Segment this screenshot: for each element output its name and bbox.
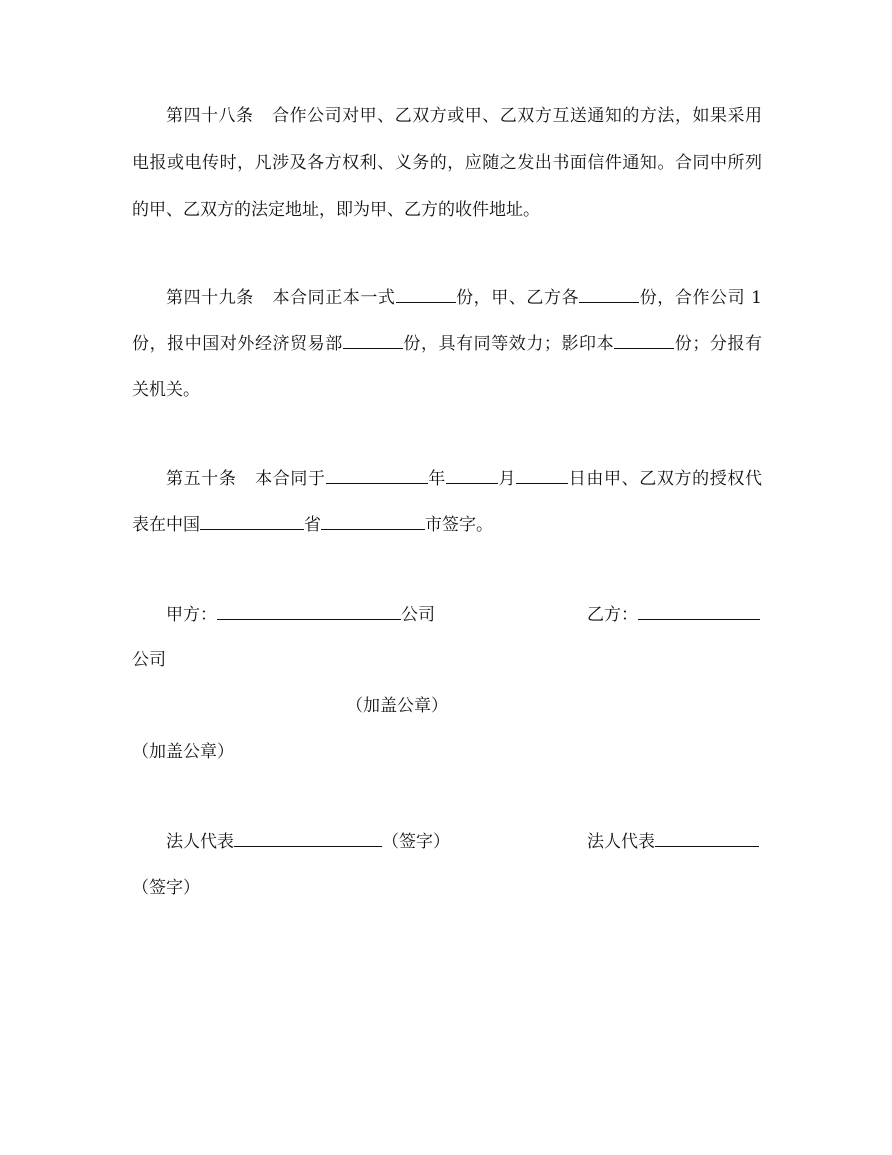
rep-b-line [587,827,759,857]
article-48-text-1: 合作公司对甲、乙双方或甲、乙双方互送通知的方法，如果采用 [271,106,763,126]
year-blank[interactable] [326,465,428,484]
copies-original-blank[interactable] [396,284,456,303]
article-49-text-1b: 份，甲、乙方各 [455,288,580,308]
article-50-text-1d: 日由甲、乙双方的授权代 [568,469,762,489]
party-a-line [166,600,435,630]
article-50-text-2c: 市签字。 [425,515,493,535]
party-a-company-blank[interactable] [217,601,401,620]
article-50-line-2 [132,510,762,540]
article-49-text-2a: 份，报中国对外经济贸易部 [132,334,343,354]
article-50-text-1a: 本合同于 [254,469,326,489]
party-b-company-blank[interactable] [638,601,760,620]
party-b-line [587,600,760,630]
article-49-line-3: 关机关。 [132,380,200,400]
article-49-text-2b: 份，具有同等效力；影印本 [402,334,615,354]
article-48-line-3: 的甲、乙双方的法定地址，即为甲、乙方的收件地址。 [132,200,540,220]
article-50-text-1c: 月 [497,469,517,489]
party-a-suffix: 公司 [401,605,435,625]
seal-a-text: （加盖公章） [346,696,448,716]
rep-a-label: 法人代表 [166,832,234,852]
seal-b-text: （加盖公章） [132,742,234,762]
province-blank[interactable] [200,511,304,530]
article-49-text-2c: 份；分报有 [674,334,763,354]
article-48-number: 第四十八条 [166,106,254,126]
article-50-text-1b: 年 [427,469,446,489]
article-49-line-2 [132,329,762,359]
article-48-line-1 [132,101,762,131]
rep-a-line [166,827,450,857]
article-50-number: 第五十条 [166,469,237,489]
party-b-label: 乙方： [587,605,638,625]
rep-a-signature-blank[interactable] [234,828,382,847]
party-b-suffix: 公司 [132,650,166,670]
copies-photocopy-blank[interactable] [614,330,674,349]
day-blank[interactable] [516,465,568,484]
rep-b-suffix: （签字） [132,878,200,898]
article-50-line-1 [132,464,762,494]
month-blank[interactable] [446,465,498,484]
copies-ministry-blank[interactable] [343,330,403,349]
article-49-text-1a: 本合同正本一式 [271,288,396,308]
article-49-number: 第四十九条 [166,288,254,308]
article-50-text-2b: 省 [304,515,321,535]
article-49-text-1c: 份，合作公司 1 [639,288,762,308]
rep-b-signature-blank[interactable] [655,828,759,847]
article-50-text-2a: 表在中国 [132,515,200,535]
rep-a-suffix: （签字） [382,832,450,852]
party-a-label: 甲方： [166,605,217,625]
city-blank[interactable] [321,511,425,530]
rep-b-label: 法人代表 [587,832,655,852]
article-48-line-2: 电报或电传时，凡涉及各方权利、义务的，应随之发出书面信件通知。合同中所列 [132,153,762,173]
article-49-line-1 [132,283,762,313]
copies-each-party-blank[interactable] [579,284,639,303]
